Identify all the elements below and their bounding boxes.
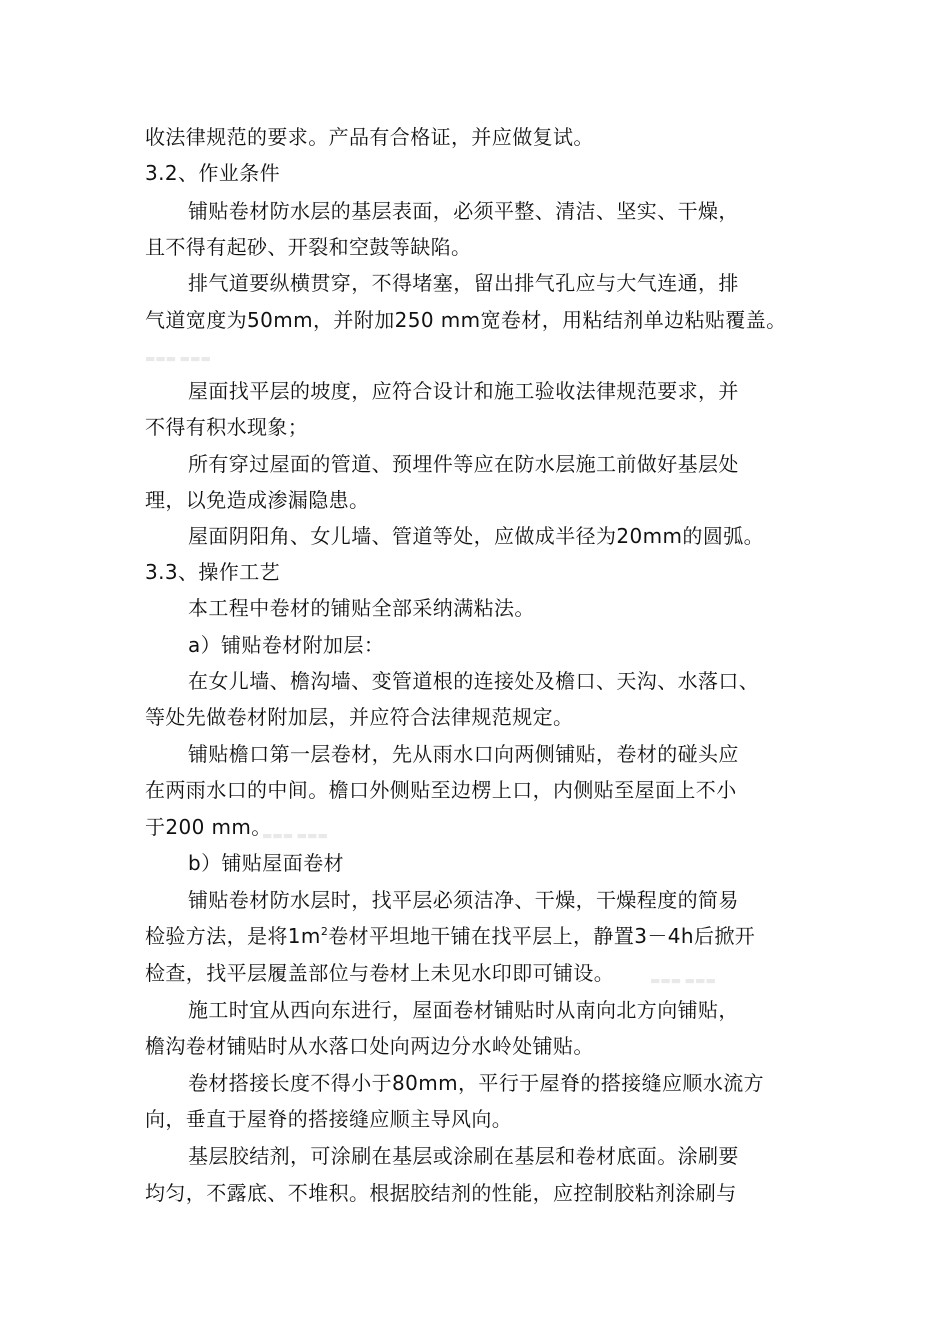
section-heading-3-3: 3.3、操作工艺 — [145, 560, 281, 584]
section-heading-3-2: 3.2、作业条件 — [145, 161, 281, 185]
faint-watermark: ▬▬▬ ▬▬▬ — [650, 974, 716, 987]
text-line: 屋面找平层的坡度，应符合设计和施工验收法律规范要求，并 — [188, 379, 739, 403]
text-line: 铺贴檐口第一层卷材，先从雨水口向两侧铺贴，卷材的碰头应 — [188, 742, 739, 766]
text-line: 收法律规范的要求。产品有合格证，并应做复试。 — [145, 125, 594, 149]
superscript: 2 — [320, 925, 329, 938]
text-line: 向，垂直于屋脊的搭接缝应顺主导风向。 — [145, 1107, 513, 1131]
faint-watermark: ▬▬▬ ▬▬▬ — [262, 829, 328, 842]
text-line: 理，以免造成渗漏隐患。 — [145, 488, 370, 512]
text-line: 不得有积水现象； — [145, 415, 309, 439]
text-line: 在两雨水口的中间。檐口外侧贴至边楞上口，内侧贴至屋面上不小 — [145, 778, 737, 802]
text-segment: 检验方法，是将1m — [145, 924, 321, 948]
text-line: 基层胶结剂，可涂刷在基层或涂刷在基层和卷材底面。涂刷要 — [188, 1144, 739, 1168]
text-line: 本工程中卷材的铺贴全部采纳满粘法。 — [188, 596, 535, 620]
text-line — [145, 923, 755, 949]
text-line: 排气道要纵横贯穿，不得堵塞，留出排气孔应与大气连通，排 — [188, 271, 739, 295]
faint-watermark: ▬▬▬ ▬▬▬ — [145, 352, 211, 365]
text-segment: 卷材平坦地干铺在找平层上，静置3－4h后掀开 — [328, 924, 756, 948]
text-line: 铺贴卷材防水层时，找平层必须洁净、干燥，干燥程度的简易 — [188, 888, 739, 912]
text-line: 卷材搭接长度不得小于80mm，平行于屋脊的搭接缝应顺水流方 — [188, 1071, 765, 1095]
subheading-a: a）铺贴卷材附加层： — [188, 633, 385, 657]
text-line: 施工时宜从西向东进行，屋面卷材铺贴时从南向北方向铺贴， — [188, 998, 739, 1022]
text-line: 等处先做卷材附加层，并应符合法律规范规定。 — [145, 705, 574, 729]
text-line: 铺贴卷材防水层的基层表面，必须平整、清洁、坚实、干燥， — [188, 199, 739, 223]
text-line: 气道宽度为50mm，并附加250 mm宽卷材，用粘结剂单边粘贴覆盖。 — [145, 308, 787, 332]
text-line: 均匀，不露底、不堆积。根据胶结剂的性能，应控制胶粘剂涂刷与 — [145, 1181, 737, 1205]
text-line: 屋面阴阳角、女儿墙、管道等处，应做成半径为20mm的圆弧。 — [188, 524, 765, 548]
text-line: 檐沟卷材铺贴时从水落口处向两边分水岭处铺贴。 — [145, 1034, 594, 1058]
text-line: 于200 mm。 — [145, 815, 272, 839]
text-line: 在女儿墙、檐沟墙、变管道根的连接处及檐口、天沟、水落口、 — [188, 669, 760, 693]
text-line: 检查，找平层履盖部位与卷材上未见水印即可铺设。 — [145, 961, 615, 985]
text-line: 且不得有起砂、开裂和空鼓等缺陷。 — [145, 235, 472, 259]
text-line: 所有穿过屋面的管道、预埋件等应在防水层施工前做好基层处 — [188, 452, 739, 476]
subheading-b: b）铺贴屋面卷材 — [188, 851, 344, 875]
